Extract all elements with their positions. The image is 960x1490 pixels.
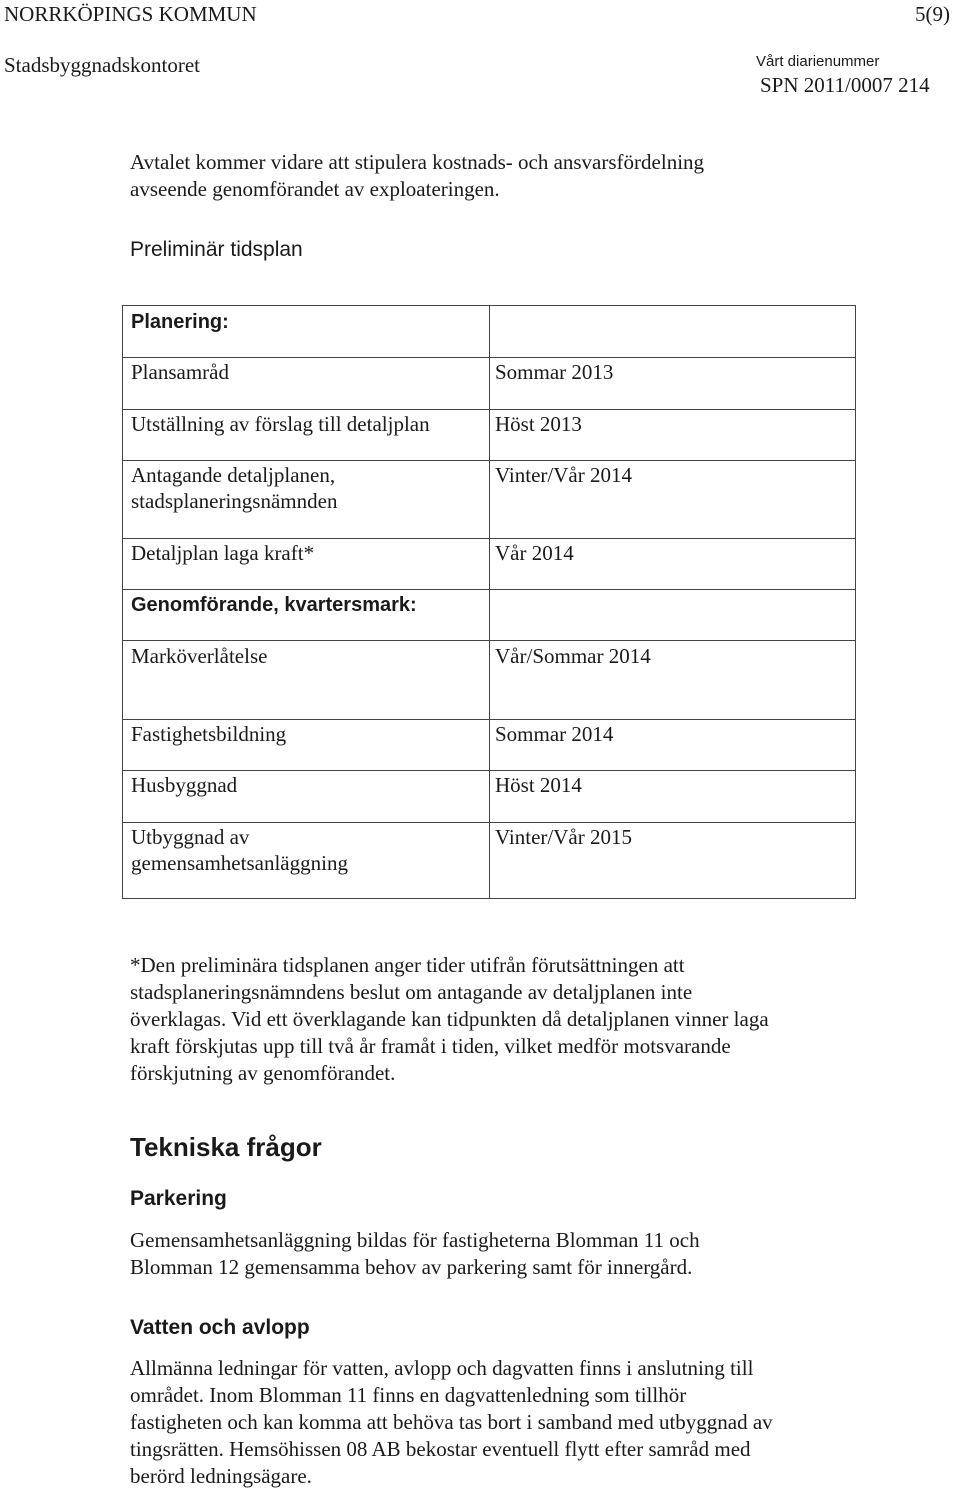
schedule-table [122,305,856,899]
paragraph-line: tingsrätten. Hemsöhissen 08 AB bekostar eventuell flytt efter samråd med [130,1437,751,1461]
paragraph-line: *Den preliminära tidsplanen anger tider utifrån förutsättningen att [130,953,685,977]
table-cell-activity: gemensamhetsanläggning [131,851,348,875]
row-divider [123,822,855,823]
table-cell-time: Vår/Sommar 2014 [495,644,651,668]
column-divider [489,306,490,899]
paragraph-line: kraft förskjutas upp till två år framåt i tiden, vilket medför motsvarande [130,1034,731,1058]
row-divider [123,640,855,641]
table-cell-activity: stadsplaneringsnämnden [131,489,338,513]
row-divider [123,460,855,461]
row-divider [123,589,855,590]
paragraph-line: avseende genomförandet av exploateringen. [130,177,500,201]
subheading-water: Vatten och avlopp [130,1316,310,1339]
organization-name: NORRKÖPINGS KOMMUN [4,2,257,26]
table-cell-time: Vår 2014 [495,541,574,565]
row-divider [123,770,855,771]
paragraph-line: berörd ledningsägare. [130,1464,312,1488]
section-heading-technical: Tekniska frågor [130,1132,322,1162]
diary-number: SPN 2011/0007 214 [760,73,930,97]
parking-paragraph [130,1227,890,1281]
table-cell-activity: Detaljplan laga kraft* [131,541,315,565]
section-label-genomforande: Genomförande, kvartersmark: [131,594,417,616]
paragraph-line: området. Inom Blomman 11 finns en dagvattenledning som tillhör [130,1383,687,1407]
section-label-planering: Planering: [131,311,229,333]
table-cell-activity: Marköverlåtelse [131,644,268,668]
paragraph-line: Gemensamhetsanläggning bildas för fastigheterna Blomman 11 och [130,1228,700,1252]
paragraph-line: fastigheten och kan komma att behöva tas bort i samband med utbyggnad av [130,1410,773,1434]
department-name: Stadsbyggnadskontoret [4,53,200,77]
paragraph-line: Allmänna ledningar för vatten, avlopp och dagvatten finns i anslutning till [130,1356,754,1380]
table-cell-time: Vinter/Vår 2015 [495,825,632,849]
table-cell-activity: Plansamråd [131,360,229,384]
paragraph-line: förskjutning av genomförandet. [130,1061,396,1085]
paragraph-line: stadsplaneringsnämndens beslut om antagande av detaljplanen inte [130,980,693,1004]
row-divider [123,357,855,358]
paragraph-line: Avtalet kommer vidare att stipulera kostnads- och ansvarsfördelning [130,150,705,174]
table-cell-time: Sommar 2013 [495,360,614,384]
footnote-paragraph [130,952,890,1087]
paragraph-line: Blomman 12 gemensamma behov av parkering samt för innergård. [130,1255,693,1279]
table-cell-activity: Husbyggnad [131,773,238,797]
row-divider [123,409,855,410]
page-number: 5(9) [915,2,950,26]
table-cell-time: Vinter/Vår 2014 [495,463,632,487]
table-cell-time: Höst 2014 [495,773,582,797]
schedule-heading: Preliminär tidsplan [130,238,303,261]
water-paragraph [130,1355,890,1490]
row-divider [123,538,855,539]
diary-number-label: Vårt diarienummer [756,53,880,70]
table-cell-time: Höst 2013 [495,412,582,436]
subheading-parking: Parkering [130,1187,227,1210]
table-cell-activity: Utbyggnad av [131,825,250,849]
paragraph-line: överklagas. Vid ett överklagande kan tidpunkten då detaljplanen vinner laga [130,1007,769,1031]
intro-paragraph [130,149,890,203]
table-cell-time: Sommar 2014 [495,722,614,746]
table-cell-activity: Antagande detaljplanen, [131,463,336,487]
table-cell-activity: Utställning av förslag till detaljplan [131,412,430,436]
row-divider [123,719,855,720]
table-cell-activity: Fastighetsbildning [131,722,287,746]
